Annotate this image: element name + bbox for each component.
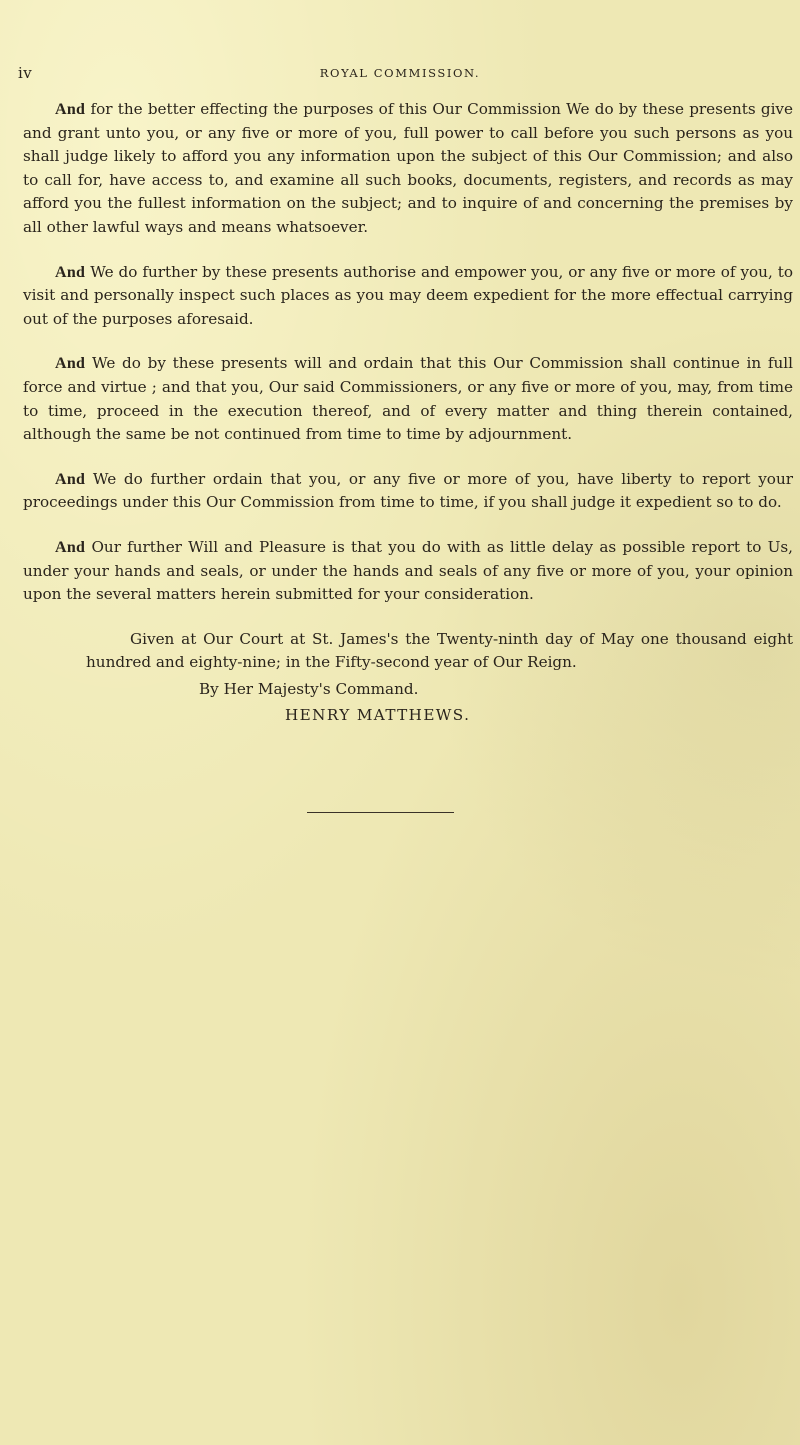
paragraph-lead-word: And [55,101,86,118]
paragraph-lead-word: And [55,355,86,373]
closing-rule [307,812,454,813]
paragraph-lead-word: And [55,263,86,281]
paragraph-lead-word: And [55,470,86,488]
paragraph-lead-word: And [55,538,86,556]
signature: HENRY MATTHEWS. [285,706,471,725]
paragraph-body: We do further ordain that you, or any five or more of you, have liberty to report your proceedings under this Our Commission from time to time, if you shall judge it expedient so to do. [23,469,793,512]
paragraph-body: for the better effecting the purposes of this Our Commission We do by these presents give and grant unto you, or any five or more of you, full power to call before you such persons as you shall judge likely to afford you any information upon the subject of this Our Commission; and also to call for, have access to, and examine all such books, documents, registers, and records as may afford you the fullest information on the subject; and to inquire of and concerning the premises by all other lawful ways and means whatsoever. [23,100,793,236]
running-head: ROYAL COMMISSION. [319,66,481,80]
by-command-line: By Her Majesty's Command. [199,679,419,698]
commission-text [23,98,793,728]
paragraph-continuance [23,352,793,446]
page-number: iv [18,64,33,82]
paragraph-visit-places [23,261,793,332]
paragraph-will-and-pleasure [23,536,793,607]
paragraph-body: Our further Will and Pleasure is that you do with as little delay as possible report to Us, under your hands and seals, or under the hands and seals of any five or more of you, your opinion upon the several matters herein submitted for your consideration. [23,537,793,604]
paragraph-report-liberty [23,468,793,515]
paragraph-powers-to-call [23,98,793,240]
given-at-court: Given at Our Court at St. James's the Twenty-ninth day of May one thousand eight hundred and eighty-nine; in the Fifty-second year of Our Reign. [86,629,793,672]
paragraph-body: We do further by these presents authorise and empower you, or any five or more of you, to visit and personally inspect such places as you may deem expedient for the more effectual carrying out of the purposes aforesaid. [23,262,793,328]
paragraph-body: We do by these presents will and ordain that this Our Commission shall continue in full force and virtue ; and that you, Our said Commissioners, or any five or more of you, may, from time to time, proceed in the execution thereof, and of every matter and thing therein contained, although the same be not continued from time to time by adjournment. [23,354,793,444]
